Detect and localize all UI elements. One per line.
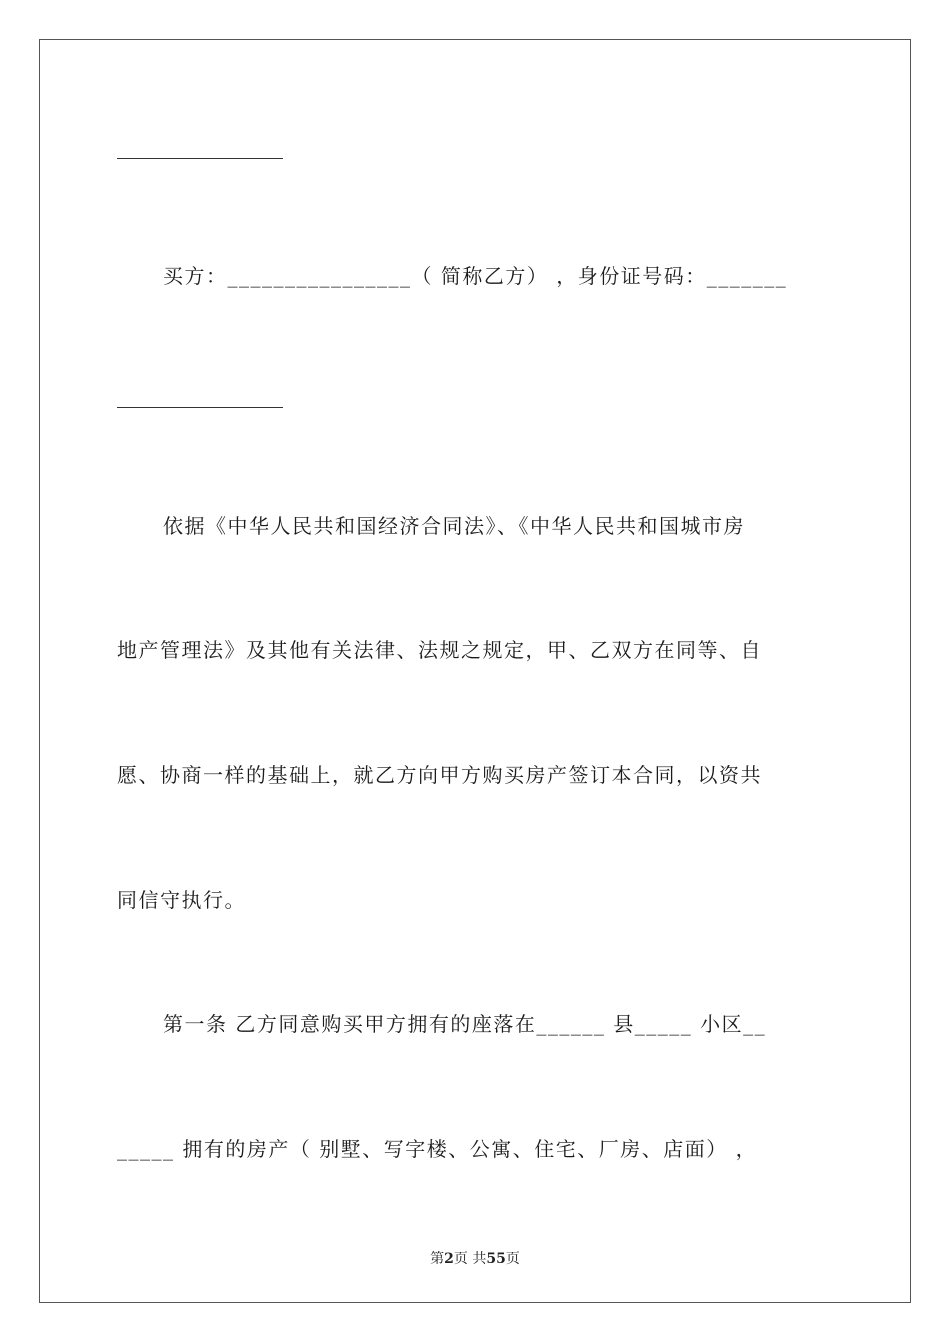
article-one-line-2: _____ 拥有的房产（ 别墅、写字楼、公寓、住宅、厂房、店面） ， [117, 1137, 758, 1161]
paragraph-line-3: 愿、协商一样的基础上，就乙方向甲方购买房产签订本合同，以资共 [117, 763, 762, 787]
page-number-footer [0, 1248, 950, 1268]
paragraph-line-2: 地产管理法》及其他有关法律、法规之规定，甲、乙双方在同等、自 [117, 638, 762, 662]
seller-id-blank-line [117, 158, 283, 159]
buyer-line: 买方：________________（ 简称乙方） ，身份证号码：_______ [163, 264, 788, 288]
footer-mid: 页 共 [453, 1251, 487, 1267]
page-border [39, 39, 911, 1303]
footer-total-pages: 55 [486, 1251, 506, 1267]
footer-suffix: 页 [505, 1251, 520, 1267]
article-one-line-1: 第一条 乙方同意购买甲方拥有的座落在______ 县_____ 小区__ [163, 1012, 767, 1036]
footer-prefix: 第 [430, 1251, 445, 1267]
paragraph-line-1: 依据《中华人民共和国经济合同法》、《中华人民共和国城市房 [163, 514, 745, 538]
footer-current-page: 2 [444, 1251, 454, 1267]
paragraph-line-4: 同信守执行。 [117, 888, 246, 912]
buyer-id-blank-line [117, 407, 283, 408]
